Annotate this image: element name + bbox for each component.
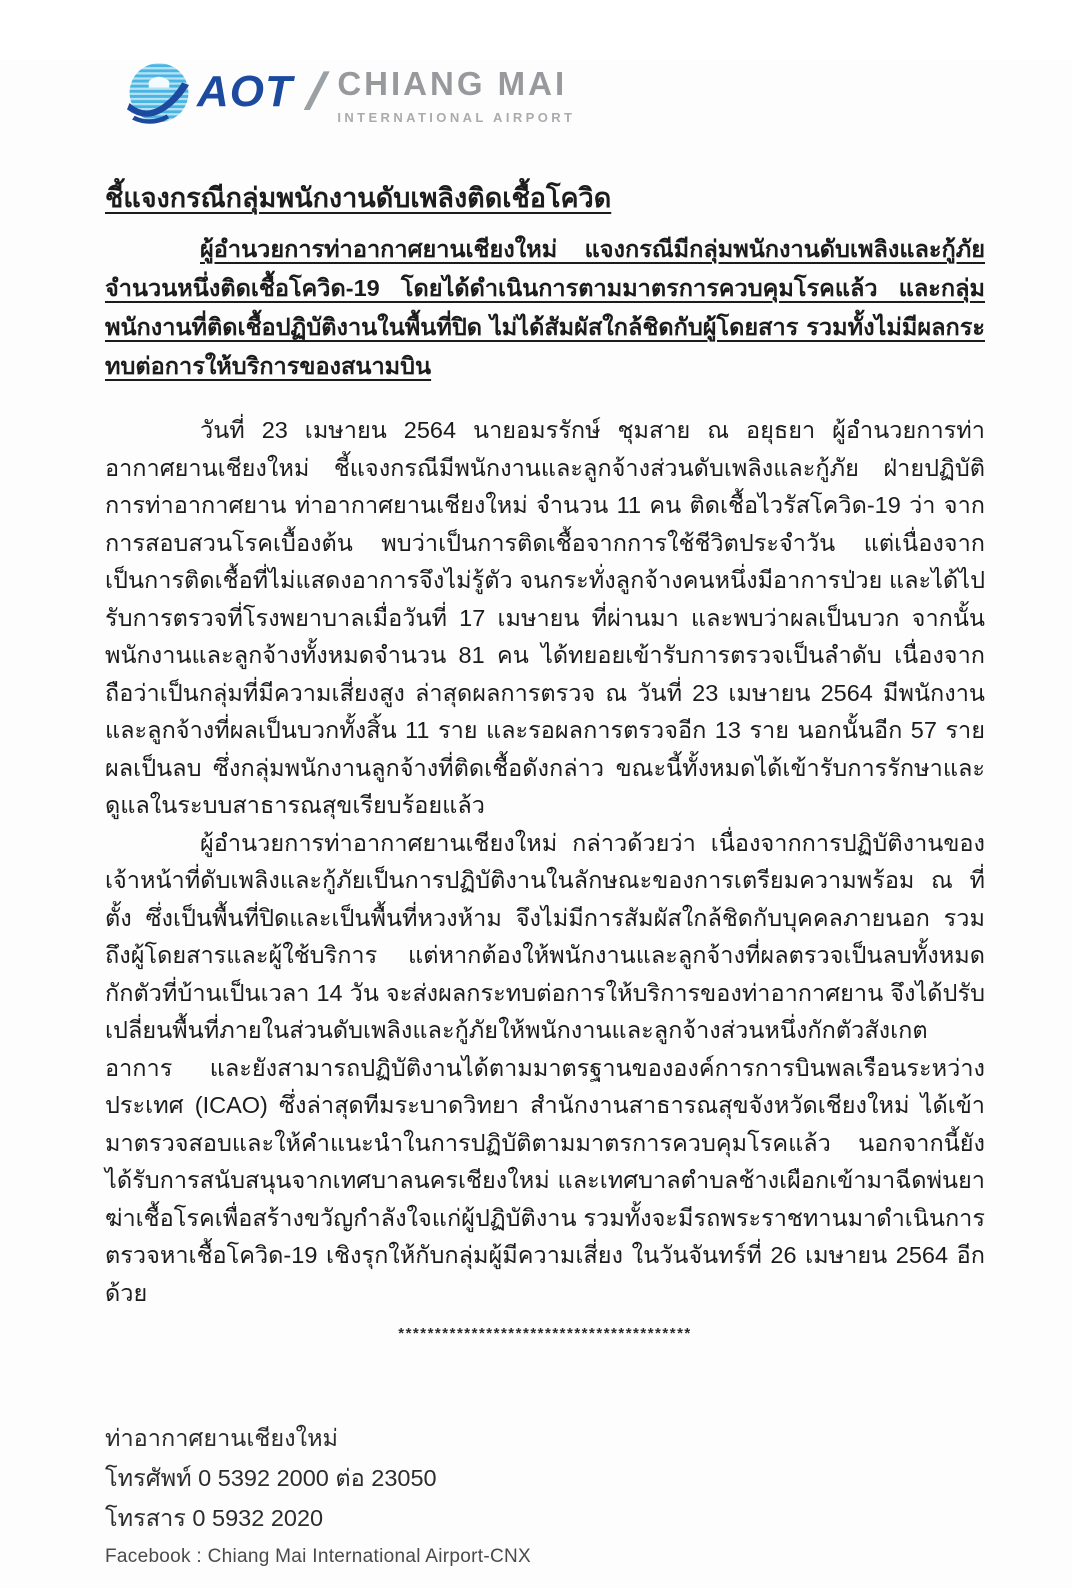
document-body [105,412,985,1312]
aot-globe-icon [127,62,191,126]
logo-city-name: CHIANG MAI [337,65,568,102]
document-title: ชี้แจงกรณีกลุ่มพนักงานดับเพลิงติดเชื้อโควิด [105,183,612,213]
contact-phone: โทรศัพท์ 0 5392 2000 ต่อ 23050 [105,1465,437,1491]
contact-fax: โทรสาร 0 5932 2020 [105,1505,324,1531]
asterisk-separator: **************************************** [398,1325,692,1342]
press-release-page [0,60,1072,1588]
aot-wordmark: AOT [197,67,293,116]
contact-facebook: Facebook : Chiang Mai International Airport-CNX [105,1546,531,1567]
body-paragraph-2: ผู้อำนวยการท่าอากาศยานเชียงใหม่ กล่าวด้วยว่า เนื่องจากการปฏิบัติงานของเจ้าหน้าที่ดับเพลิงและกู้ภัยเป็นการปฏิบัติงานในลักษณะของการเตรียมความพร้อม ณ ที่ตั้ง ซึ่งเป็นพื้นที่ปิดและเป็นพื้นที่หวงห้าม จึงไม่มีการสัมผัสใกล้ชิดกับบุคคลภายนอก รวมถึงผู้โดยสารและผู้ใช้บริการ แต่หากต้องให้พนักงานและลูกจ้างที่ผลตรวจเป็นลบทั้งหมดกักตัวที่บ้านเป็นเวลา 14 วัน จะส่งผลกระทบต่อการให้บริการของท่าอากาศยาน จึงได้ปรับเปลี่ยนพื้นที่ภายในส่วนดับเพลิงและกู้ภัยให้พนักงานและลูกจ้างส่วนหนึ่งกักตัวสังเกตอาการ และยังสามารถปฏิบัติงานได้ตามมาตรฐานขององค์การการบินพลเรือนระหว่างประเทศ (ICAO) ซึ่งล่าสุดทีมระบาดวิทยา สำนักงานสาธารณสุขจังหวัดเชียงใหม่ ได้เข้ามาตรวจสอบและให้คำแนะนำในการปฏิบัติตามมาตรการควบคุมโรคแล้ว นอกจากนี้ยังได้รับการสนับสนุนจากเทศบาลนครเชียงใหม่ และเทศบาลตำบลช้างเผือกเข้ามาฉีดพ่นยาฆ่าเชื้อโรคเพื่อสร้างขวัญกำลังใจแก่ผู้ปฏิบัติงาน รวมทั้งจะมีรถพระราชทานมาดำเนินการตรวจหาเชื้อโควิด-19 เชิงรุกให้กับกลุ่มผู้มีความเสี่ยง ในวันจันทร์ที่ 26 เมษายน 2564 อีกด้วย [105,829,985,1306]
logo-airport-name [337,66,575,125]
contact-block [105,1418,985,1568]
logo-subtitle: INTERNATIONAL AIRPORT [337,110,576,125]
body-paragraph-1: วันที่ 23 เมษายน 2564 นายอมรรักษ์ ชุมสาย ณ อยุธยา ผู้อำนวยการท่าอากาศยานเชียงใหม่ ชี้แจงกรณีมีพนักงานและลูกจ้างส่วนดับเพลิงและกู้ภัย ฝ่ายปฏิบัติการท่าอากาศยาน ท่าอากาศยานเชียงใหม่ จำนวน 11 คน ติดเชื้อไวรัสโควิด-19 ว่า จากการสอบสวนโรคเบื้องต้น พบว่าเป็นการติดเชื้อจากการใช้ชีวิตประจำวัน แต่เนื่องจากเป็นการติดเชื้อที่ไม่แสดงอาการจึงไม่รู้ตัว จนกระทั่งลูกจ้างคนหนึ่งมีอาการป่วย และได้ไปรับการตรวจที่โรงพยาบาลเมื่อวันที่ 17 เมษายน ที่ผ่านมา และพบว่าผลเป็นบวก จากนั้นพนักงานและลูกจ้างทั้งหมดจำนวน 81 คน ได้ทยอยเข้ารับการตรวจเป็นลำดับ เนื่องจากถือว่าเป็นกลุ่มที่มีความเสี่ยงสูง ล่าสุดผลการตรวจ ณ วันที่ 23 เมษายน 2564 มีพนักงานและลูกจ้างที่ผลเป็นบวกทั้งสิ้น 11 ราย และรอผลการตรวจอีก 13 ราย นอกนั้นอีก 57 ราย ผลเป็นลบ ซึ่งกลุ่มพนักงานลูกจ้างที่ติดเชื้อดังกล่าว ขณะนี้ทั้งหมดได้เข้ารับการรักษาและดูแลในระบบสาธารณสุขเรียบร้อยแล้ว [105,417,985,818]
contact-organization: ท่าอากาศยานเชียงใหม่ [105,1425,339,1451]
lead-paragraph: ผู้อำนวยการท่าอากาศยานเชียงใหม่ แจงกรณีมีกลุ่มพนักงานดับเพลิงและกู้ภัยจำนวนหนึ่งติดเชื้อโควิด-19 โดยได้ดำเนินการตามมาตรการควบคุมโรคแล้ว และกลุ่มพนักงานที่ติดเชื้อปฏิบัติงานในพื้นที่ปิด ไม่ได้สัมผัสใกล้ชิดกับผู้โดยสาร รวมทั้งไม่มีผลกระทบต่อการให้บริการของสนามบิน [105,236,985,379]
logo-slash-divider: / [299,63,333,121]
airport-logo [127,60,985,146]
